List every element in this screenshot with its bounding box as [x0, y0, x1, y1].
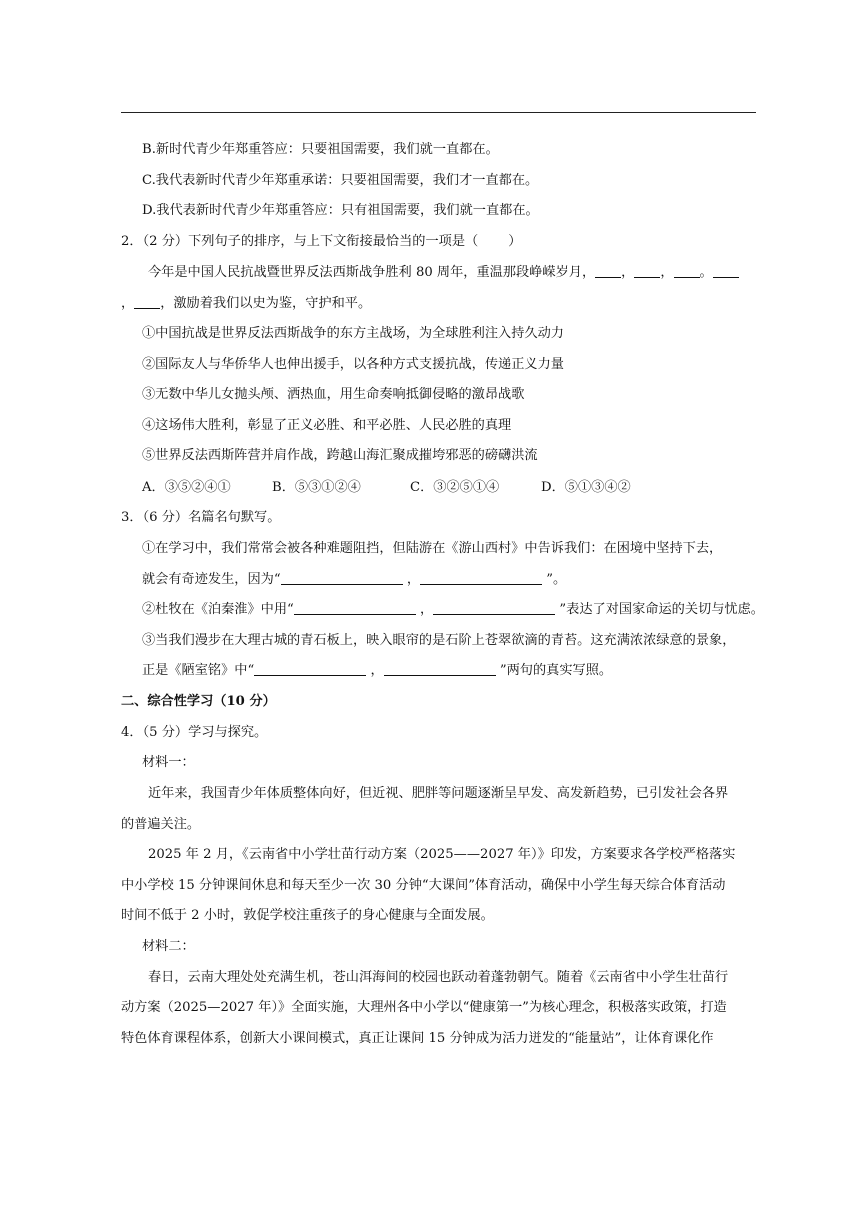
- q2-blank-1: [595, 263, 621, 278]
- q4-m1-p2-line2: 中小学校 15 分钟课间休息和每天至少一次 30 分钟“大课间”体育活动，确保中小学生每天综合体育活动: [121, 878, 726, 893]
- q2-blank-4: [713, 263, 739, 278]
- q1-option-c: C.我代表新时代青少年郑重承诺：只要祖国需要，我们才一直都在。: [142, 173, 539, 188]
- q2-passage-tail: ，激励着我们以史为鉴，守护和平。: [160, 296, 372, 311]
- q2-passage-text: 今年是中国人民抗战暨世界反法西斯战争胜利 80 周年，重温那段峥嵘岁月，: [148, 265, 596, 280]
- q2-sentence-3: ③无数中华儿女抛头颅、洒热血，用生命奏响抵御侵略的激昂战歌: [142, 387, 525, 402]
- section2-heading: 二、综合性学习（10 分）: [121, 694, 276, 709]
- q4-m1-p2-line1: 2025 年 2 月，《云南省中小学壮苗行动方案（2025——2027 年）》印发，方案要求各学校严格落实: [148, 847, 736, 862]
- q1-option-d: D.我代表新时代青少年郑重答应：只有祖国需要，我们就一直都在。: [142, 203, 539, 218]
- q2-blank-2: [634, 263, 660, 278]
- q2-choice-c: C．③②⑤①④: [410, 480, 500, 495]
- q2-sentence-4: ④这场伟大胜利，彰显了正义必胜、和平必胜、人民必胜的真理: [142, 418, 512, 433]
- q3-blank-4: [433, 600, 555, 615]
- q3-item3-line1: ③当我们漫步在大理古城的青石板上，映入眼帘的是石阶上苍翠欲滴的青苔。这充满浓浓绿意的景象，: [142, 633, 736, 648]
- q3-blank-3: [294, 600, 416, 615]
- q2-sentence-5: ⑤世界反法西斯阵营并肩作战，跨越山海汇聚成摧垮邪恶的磅礴洪流: [142, 448, 538, 463]
- q3-item1-line1: ①在学习中，我们常常会被各种难题阻挡，但陆游在《游山西村》中告诉我们：在困境中坚持下去，: [142, 541, 723, 556]
- q4-m1-p1-line2: 的普遍关注。: [121, 817, 201, 832]
- q2-choice-b: B．⑤③①②④: [272, 480, 361, 495]
- q2-choice-d: D．⑤①③④②: [541, 480, 631, 495]
- q3-blank-2: [420, 570, 542, 585]
- q2-passage-line2: ， ，激励着我们以史为鉴，守护和平。: [121, 296, 372, 311]
- q4-material1-label: 材料一：: [142, 755, 195, 770]
- q2-blank-3: [674, 263, 700, 278]
- q3-blank-1: [281, 570, 403, 585]
- q2-sentence-2: ②国际友人与华侨华人也伸出援手，以各种方式支援抗战，传递正义力量: [142, 357, 564, 372]
- q2-sentence-1: ①中国抗战是世界反法西斯战争的东方主战场，为全球胜利注入持久动力: [142, 326, 564, 341]
- q4-material2-label: 材料二：: [142, 939, 195, 954]
- q3-item1-post: ”。: [546, 572, 567, 587]
- header-rule: [121, 112, 756, 113]
- q3-item2-post: ”表达了对国家命运的关切与忧虑。: [559, 602, 764, 617]
- q2-stem-close: ）: [508, 234, 522, 249]
- q3-item1-line2: 就会有奇迹发生，因为“ ， ”。: [142, 572, 567, 587]
- q3-stem: 3．（6 分）名篇名句默写。: [121, 510, 281, 525]
- q3-item3-pre: 正是《陋室铭》中“: [142, 663, 255, 678]
- q2-passage-line1: 今年是中国人民抗战暨世界反法西斯战争胜利 80 周年，重温那段峥嵘岁月， ， ， 。: [148, 263, 739, 283]
- q2-stem: [121, 232, 521, 252]
- q2-blank-5: [134, 294, 160, 309]
- q4-m2-line3: 特色体育课程体系，创新大小课间模式，真正让课间 15 分钟成为活力迸发的“能量站”，让体育课化作: [121, 1031, 714, 1046]
- q1-option-b: B.新时代青少年郑重答应：只要祖国需要，我们就一直都在。: [142, 142, 499, 157]
- q3-item3-line2: 正是《陋室铭》中“ ， ”两句的真实写照。: [142, 663, 613, 678]
- q4-stem: 4．（5 分）学习与探究。: [121, 725, 268, 740]
- q4-m2-line2: 动方案（2025—2027 年）》全面实施，大理州各中小学以“健康第一”为核心理念，积极落实政策，打造: [121, 1000, 727, 1015]
- q3-blank-5: [254, 661, 366, 676]
- q3-item1-pre: 就会有奇迹发生，因为“: [142, 572, 281, 587]
- q3-item2: ②杜牧在《泊秦淮》中用“ ， ”表达了对国家命运的关切与忧虑。: [142, 602, 764, 617]
- q2-stem-text: 2．（2 分）下列句子的排序，与上下文衔接最恰当的一项是（: [121, 234, 479, 249]
- q4-m2-line1: 春日，云南大理处处充满生机，苍山洱海间的校园也跃动着蓬勃朝气。随着《云南省中小学生壮苗行: [148, 970, 729, 985]
- q3-item3-post: ”两句的真实写照。: [499, 663, 613, 678]
- q3-blank-6: [384, 661, 496, 676]
- q3-item2-pre: ②杜牧在《泊秦淮》中用“: [142, 602, 294, 617]
- q2-choice-a: A．③⑤②④①: [142, 480, 231, 495]
- q4-m1-p2-line3: 时间不低于 2 小时，敦促学校注重孩子的身心健康与全面发展。: [121, 908, 494, 923]
- q4-m1-p1-line1: 近年来，我国青少年体质整体向好，但近视、肥胖等问题逐渐呈早发、高发新趋势，已引发社会各界: [148, 786, 729, 801]
